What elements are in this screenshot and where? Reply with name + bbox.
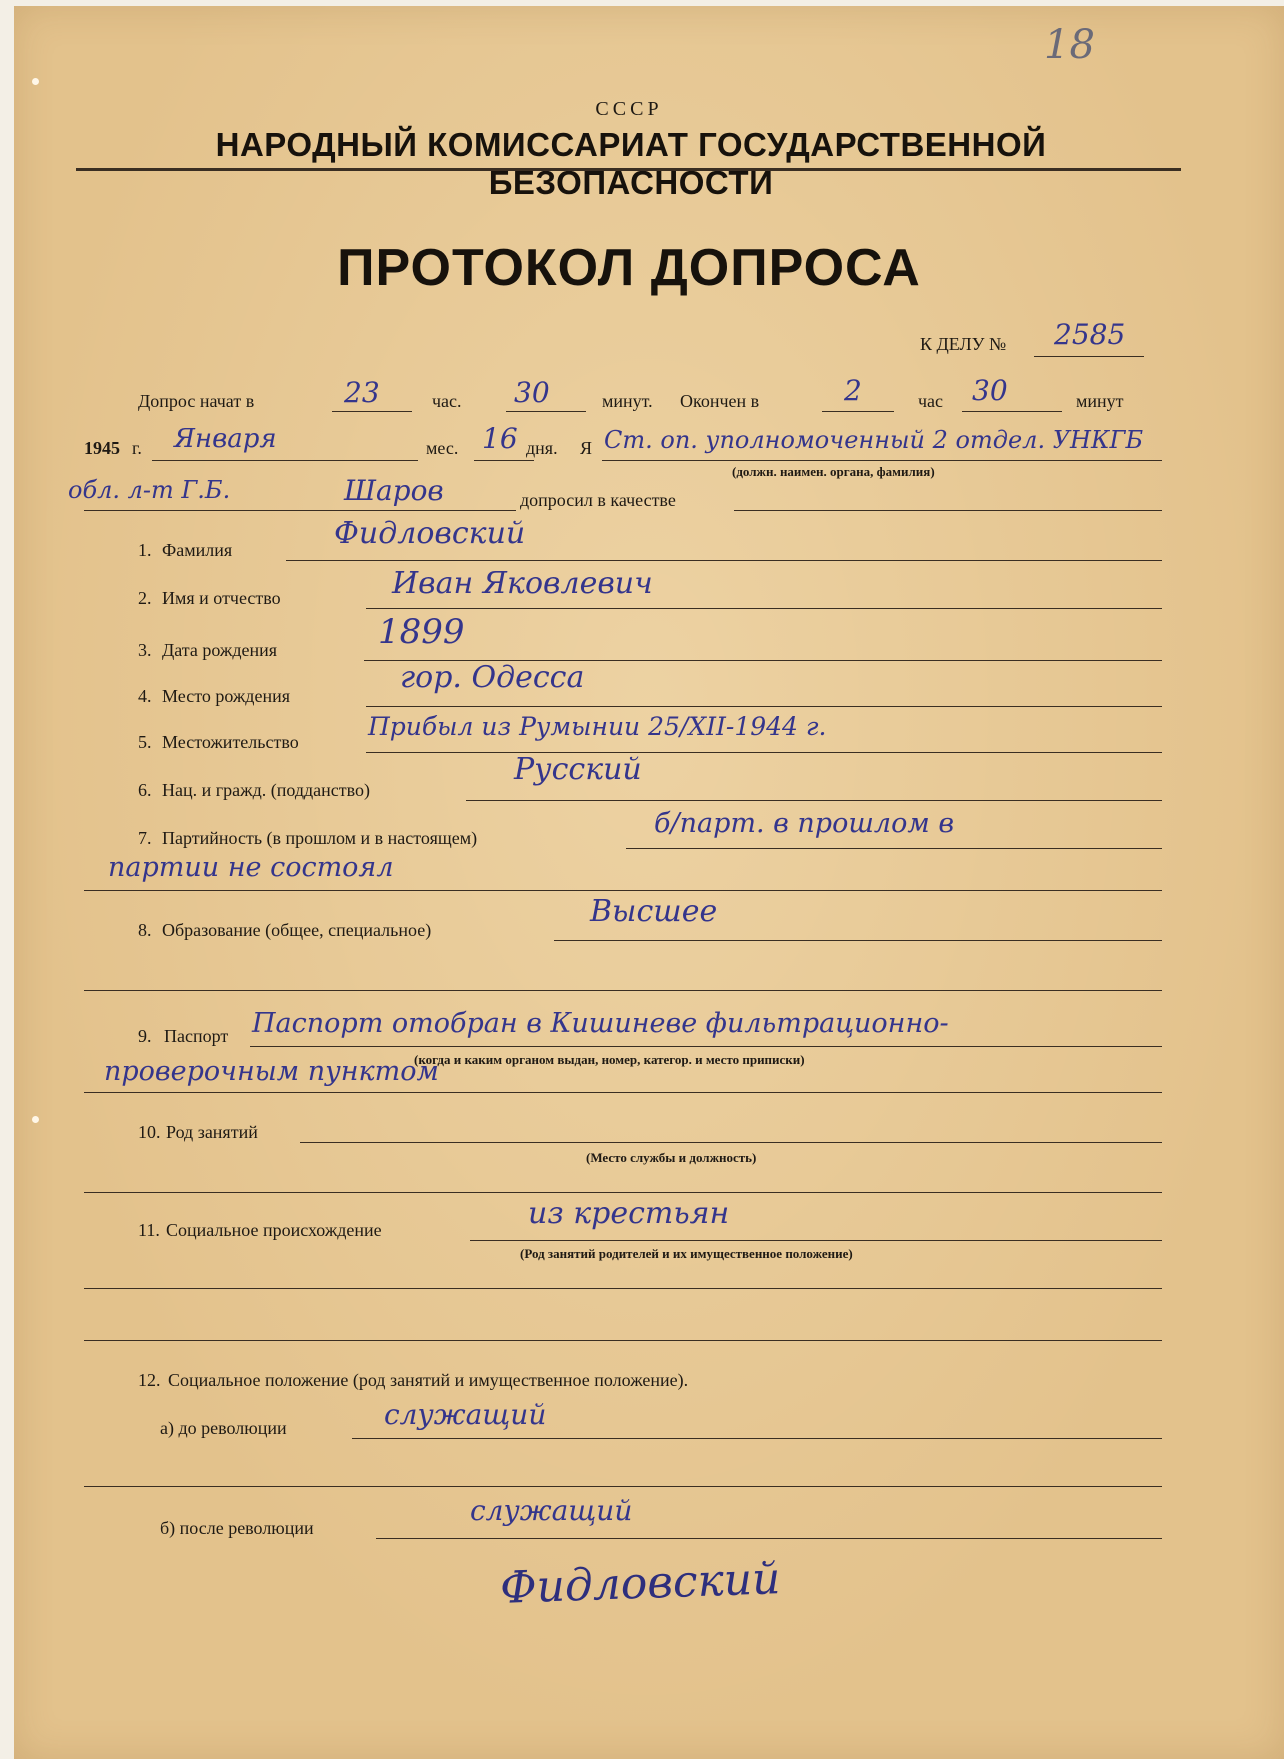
month: Января: [174, 424, 277, 454]
agency-name: НАРОДНЫЙ КОМИССАРИАТ ГОСУДАРСТВЕННОЙ БЕЗОПАСНОСТИ: [215, 126, 1047, 201]
document-title: ПРОТОКОЛ ДОПРОСА: [337, 239, 921, 297]
field-line: [84, 890, 1162, 891]
field-line: [84, 1288, 1162, 1289]
day-label: дня.: [526, 438, 558, 458]
field-line: [822, 411, 894, 412]
field-2-value: Иван Яковлевич: [392, 566, 653, 601]
field-line: [466, 800, 1162, 801]
field-10-caption: (Место службы и должность): [586, 1150, 757, 1165]
end-minute-label: минут: [1076, 391, 1124, 411]
field-9-number: 9.: [138, 1026, 152, 1046]
field-7-label: Партийность (в прошлом и в настоящем): [162, 828, 478, 848]
field-11-number: 11.: [138, 1220, 160, 1240]
field-line: [366, 608, 1162, 609]
field-3-label: Дата рождения: [162, 640, 278, 660]
month-label: мес.: [426, 438, 459, 458]
day: 16: [482, 422, 518, 455]
field-12-number: 12.: [138, 1370, 161, 1390]
punch-hole: [32, 78, 39, 85]
field-8-number: 8.: [138, 920, 152, 940]
field-line: [734, 510, 1162, 511]
field-line: [84, 990, 1162, 991]
before-revolution-label: а) до революции: [160, 1418, 287, 1438]
field-line: [366, 706, 1162, 707]
end-hour-label: час: [918, 391, 944, 411]
field-4-number: 4.: [138, 686, 152, 706]
field-line: [286, 560, 1162, 561]
field-line: [470, 1240, 1162, 1241]
field-1-value: Фидловский: [334, 516, 526, 551]
field-6-number: 6.: [138, 780, 152, 800]
field-line: [366, 752, 1162, 753]
field-line: [250, 1046, 1162, 1047]
start-label: Допрос начат в: [138, 391, 255, 411]
field-9-value-continued: проверочным пунктом: [104, 1056, 439, 1087]
officer-position: Ст. оп. уполномоченный 2 отдел. УНКГБ: [604, 426, 1144, 454]
field-10-label: Род занятий: [166, 1122, 258, 1142]
field-7-value-continued: партии не состоял: [108, 852, 394, 883]
year-suffix: г.: [132, 438, 142, 458]
punch-hole: [32, 1116, 39, 1123]
field-line: [554, 940, 1162, 941]
field-line: [152, 460, 418, 461]
field-line: [332, 411, 412, 412]
end-minute: 30: [972, 374, 1008, 407]
end-hour: 2: [844, 374, 862, 407]
field-8-value: Высшее: [590, 894, 718, 929]
hour-label: час.: [432, 391, 462, 411]
field-3-value: 1899: [378, 612, 465, 652]
signature: Фидловский: [499, 1553, 782, 1614]
case-label: К ДЕЛУ №: [920, 334, 1007, 354]
field-5-value: Прибыл из Румынии 25/XII-1944 г.: [368, 712, 827, 741]
field-line: [506, 411, 586, 412]
start-minute: 30: [514, 376, 550, 409]
field-5-label: Местожительство: [162, 732, 299, 752]
country-label: СССР: [595, 98, 663, 120]
field-8-label: Образование (общее, специальное): [162, 920, 432, 940]
field-6-value: Русский: [514, 752, 642, 787]
field-line: [474, 460, 534, 461]
start-hour: 23: [344, 376, 380, 409]
field-3-number: 3.: [138, 640, 152, 660]
field-2-number: 2.: [138, 588, 152, 608]
pronoun: Я: [580, 438, 593, 458]
case-number: 2585: [1054, 318, 1126, 351]
field-line: [376, 1538, 1162, 1539]
field-9-caption: (когда и каким органом выдан, номер, категор. и место приписки): [414, 1052, 805, 1067]
header-rule: [76, 168, 1181, 171]
after-revolution-label: б) после революции: [160, 1518, 314, 1538]
field-1-label: Фамилия: [162, 540, 233, 560]
minute-label: минут.: [602, 391, 653, 411]
field-4-label: Место рождения: [162, 686, 291, 706]
field-line: [84, 1340, 1162, 1341]
field-line: [84, 1092, 1162, 1093]
field-9-value: Паспорт отобран в Кишиневе фильтрационно-: [252, 1008, 949, 1039]
field-line: [300, 1142, 1162, 1143]
field-11-label: Социальное происхождение: [166, 1220, 382, 1240]
field-line: [602, 460, 1162, 461]
end-label: Окончен в: [680, 391, 760, 411]
field-line: [626, 848, 1162, 849]
field-5-number: 5.: [138, 732, 152, 752]
before-revolution-value: служащий: [384, 1398, 547, 1431]
field-2-label: Имя и отчество: [162, 588, 281, 608]
field-11-value: из крестьян: [528, 1196, 730, 1231]
field-11-caption: (Род занятий родителей и их имущественное положение): [520, 1246, 853, 1261]
interrogated-label: допросил в качестве: [520, 490, 676, 510]
field-line: [84, 1486, 1162, 1487]
case-line: [1034, 356, 1144, 357]
field-9-label: Паспорт: [164, 1026, 229, 1046]
year: 1945: [84, 438, 120, 458]
field-line: [962, 411, 1062, 412]
page-number: 18: [1044, 22, 1095, 68]
field-line: [84, 510, 516, 511]
field-10-number: 10.: [138, 1122, 161, 1142]
field-6-label: Нац. и гражд. (подданство): [162, 780, 370, 800]
document-sheet: [14, 6, 1284, 1759]
field-7-value: б/парт. в прошлом в: [654, 808, 955, 839]
officer-rank: обл. л-т Г.Б.: [68, 476, 231, 504]
after-revolution-value: служащий: [470, 1494, 633, 1527]
field-line: [84, 1192, 1162, 1193]
field-7-number: 7.: [138, 828, 152, 848]
field-12-label: Социальное положение (род занятий и имущественное положение).: [168, 1370, 689, 1390]
field-4-value: гор. Одесса: [400, 660, 585, 695]
officer-name: Шаров: [344, 474, 444, 507]
officer-caption: (должн. наимен. органа, фамилия): [732, 464, 935, 479]
field-1-number: 1.: [138, 540, 152, 560]
field-line: [352, 1438, 1162, 1439]
